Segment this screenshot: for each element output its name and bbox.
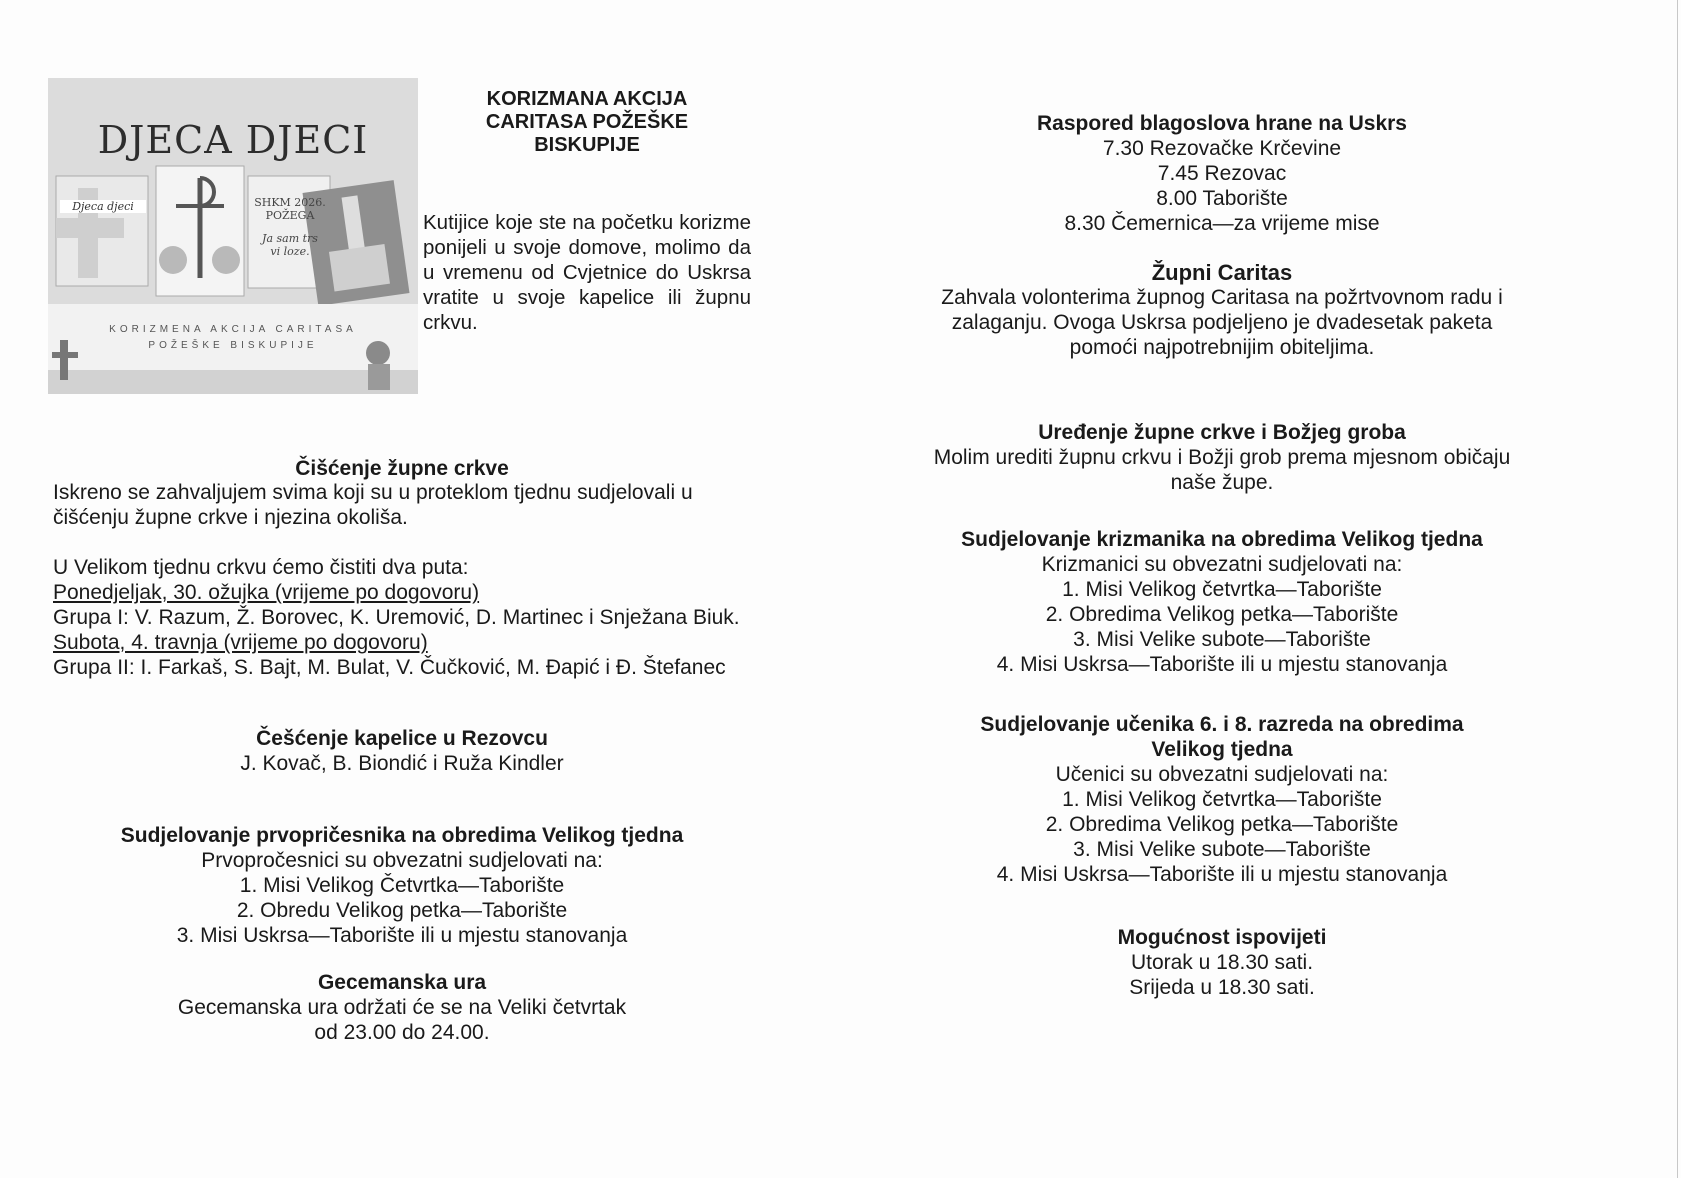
confession-section xyxy=(842,925,1602,1000)
gethsemane-line: od 23.00 do 24.00. xyxy=(314,1021,490,1044)
confirmands-title: Sudjelovanje krizmanika na obredima Velikog tjedna xyxy=(961,528,1483,551)
poster-motto-1: Ja sam trs xyxy=(262,232,318,245)
list-item: 1. Misi Velikog četvrtka—Taborište xyxy=(1062,788,1382,811)
list-item: 3. Misi Velike subote—Taborište xyxy=(1073,838,1371,861)
list-item: 3. Misi Velike subote—Taborište xyxy=(1073,628,1371,651)
cleaning-day-1: Ponedjeljak, 30. ožujka (vrijeme po dogovoru) xyxy=(53,581,480,604)
blessing-title: Raspored blagoslova hrane na Uskrs xyxy=(1037,112,1407,135)
gethsemane-section xyxy=(53,970,751,1045)
chapel-section xyxy=(53,726,751,776)
cleaning-section xyxy=(53,456,751,680)
list-item: Srijeda u 18.30 sati. xyxy=(1129,976,1315,999)
list-item: 2. Obredu Velikog petka—Taborište xyxy=(236,899,568,922)
parish-caritas-line: pomoći najpotrebnijim obiteljima. xyxy=(1069,336,1375,359)
first-communion-section xyxy=(53,823,751,948)
poster-footer-1: KORIZMENA AKCIJA CARITASA xyxy=(109,324,357,335)
confirmands-section xyxy=(842,527,1602,677)
cleaning-day-2: Subota, 4. travnja (vrijeme po dogovoru) xyxy=(53,631,428,654)
first-communion-intro: Prvopročesnici su obvezatni sudjelovati na: xyxy=(201,849,603,872)
poster-title: DJECA DJECI xyxy=(97,118,369,162)
page-edge-line xyxy=(1677,0,1678,1178)
poster-event xyxy=(250,196,330,258)
list-item: 1. Misi Velikog četvrtka—Taborište xyxy=(1062,578,1382,601)
confirmands-intro: Krizmanici su obvezatni sudjelovati na: xyxy=(1041,553,1403,576)
parish-caritas-line: zalaganju. Ovoga Uskrsa podjeljeno je dvadesetak paketa xyxy=(951,311,1493,334)
parish-caritas-line: Zahvala volonterima župnog Caritasa na požrtvovnom radu i xyxy=(941,286,1503,309)
list-item: 1. Misi Velikog Četvrtka—Taborište xyxy=(239,874,565,897)
poster-event-city: POŽEGA xyxy=(265,209,315,222)
list-item: 7.30 Rezovačke Krčevine xyxy=(1102,137,1342,160)
pupils-intro: Učenici su obvezatni sudjelovati na: xyxy=(1055,763,1389,786)
pupils-title-line: Velikog tjedna xyxy=(1151,738,1293,761)
list-item: 2. Obredima Velikog petka—Taborište xyxy=(1045,813,1399,836)
blessing-section xyxy=(842,111,1602,236)
cleaning-thanks: Iskreno se zahvaljujem svima koji su u proteklom tjednu sudjelovali u čišćenju župne crkve i njezina okoliša. xyxy=(53,481,693,529)
poster-motto-2: vi loze. xyxy=(270,245,310,258)
list-item: 4. Misi Uskrsa—Taborište ili u mjestu stanovanja xyxy=(996,863,1448,886)
poster-image xyxy=(48,78,418,394)
poster-badge: Djeca djeci xyxy=(60,200,146,213)
caritas-title-line: BISKUPIJE xyxy=(534,134,640,156)
list-item: 8.30 Čemernica—za vrijeme mise xyxy=(1064,212,1380,235)
cleaning-group-2: Grupa II: I. Farkaš, S. Bajt, M. Bulat, V. Čučković, M. Đapić i Đ. Štefanec xyxy=(53,656,726,679)
parish-caritas-section xyxy=(842,260,1602,360)
chapel-title: Češćenje kapelice u Rezovcu xyxy=(256,727,548,750)
pupils-section xyxy=(842,712,1602,887)
decoration-line: naše župe. xyxy=(1170,471,1274,494)
parish-caritas-title: Župni Caritas xyxy=(1151,260,1293,285)
list-item: Utorak u 18.30 sati. xyxy=(1130,951,1314,974)
confession-title: Mogućnost ispovijeti xyxy=(1117,926,1327,949)
decoration-line: Molim urediti župnu crkvu i Božji grob prema mjesnom običaju xyxy=(933,446,1511,469)
caritas-title-line: CARITASA POŽEŠKE xyxy=(485,111,689,133)
gethsemane-title: Gecemanska ura xyxy=(317,971,487,994)
gethsemane-line: Gecemanska ura održati će se na Veliki četvrtak xyxy=(177,996,627,1019)
caritas-body: Kutijice koje ste na početku korizme ponijeli u svoje domove, molimo da u vremenu od Cvjetnice do Uskrsa vratite u svoje kapelice ili župnu crkvu. xyxy=(423,211,751,334)
list-item: 7.45 Rezovac xyxy=(1157,162,1287,185)
decoration-section xyxy=(842,420,1602,495)
first-communion-title: Sudjelovanje prvopričesnika na obredima Velikog tjedna xyxy=(120,824,684,847)
list-item: 8.00 Taborište xyxy=(1156,187,1288,210)
cleaning-group-1: Grupa I: V. Razum, Ž. Borovec, K. Uremović, D. Martinec i Snježana Biuk. xyxy=(53,606,740,629)
caritas-title xyxy=(432,88,742,157)
cleaning-title: Čišćenje župne crkve xyxy=(295,457,509,480)
decoration-title: Uređenje župne crkve i Božjeg groba xyxy=(1038,421,1406,444)
list-item: 3. Misi Uskrsa—Taborište ili u mjestu stanovanja xyxy=(176,924,628,947)
poster-footer-2: POŽEŠKE BISKUPIJE xyxy=(148,340,318,351)
pupils-title-line: Sudjelovanje učenika 6. i 8. razreda na obredima xyxy=(980,713,1464,736)
cleaning-intro: U Velikom tjednu crkvu ćemo čistiti dva puta: xyxy=(53,556,469,579)
chapel-names: J. Kovač, B. Biondić i Ruža Kindler xyxy=(240,752,564,775)
list-item: 2. Obredima Velikog petka—Taborište xyxy=(1045,603,1399,626)
caritas-title-line: KORIZMANA AKCIJA xyxy=(486,88,688,110)
poster-event-year: SHKM 2026. xyxy=(254,196,326,209)
list-item: 4. Misi Uskrsa—Taborište ili u mjestu stanovanja xyxy=(996,653,1448,676)
